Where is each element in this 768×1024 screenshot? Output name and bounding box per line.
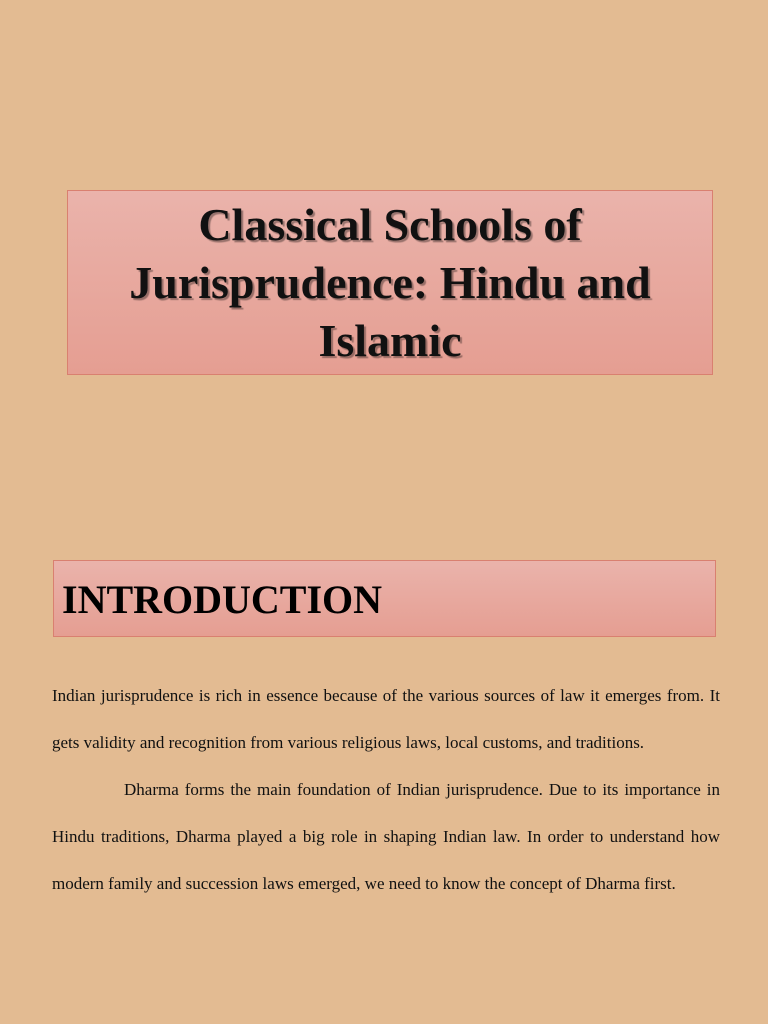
- paragraph-2: Dharma forms the main foundation of Indian jurisprudence. Due to its importance in Hindu traditions, Dharma played a big role in shaping Indian law. In order to understand how modern family and succession laws emerged, we need to know the concept of Dharma first.: [52, 780, 720, 893]
- document-title: Classical Schools of Jurisprudence: Hindu and Islamic: [129, 198, 651, 366]
- body-text: [52, 672, 720, 907]
- paragraph-1: Indian jurisprudence is rich in essence because of the various sources of law it emerges from. It gets validity and recognition from various religious laws, local customs, and traditions.: [52, 686, 720, 752]
- section-heading-box: [53, 560, 716, 637]
- title-box: [67, 190, 713, 375]
- section-heading: INTRODUCTION: [62, 577, 383, 622]
